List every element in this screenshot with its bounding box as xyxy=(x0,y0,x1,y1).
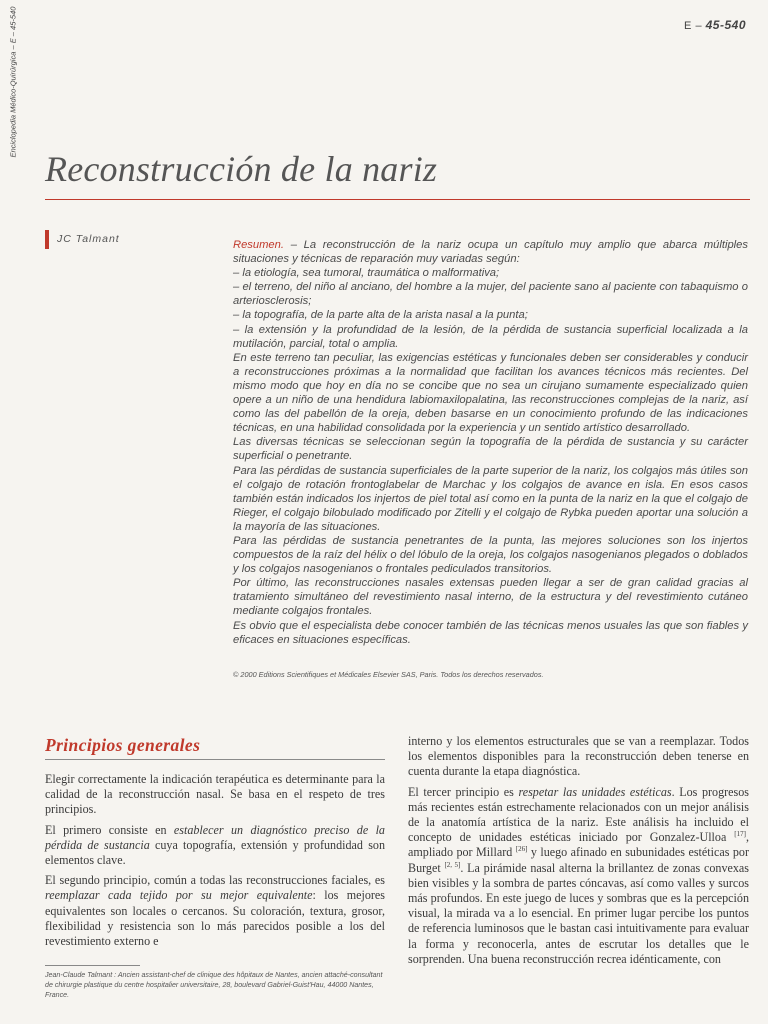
abstract-paragraph: Por último, las reconstrucciones nasales extensas pueden llegar a ser de gran calidad gracias al tratamiento simultáneo del revestimiento nasal interno, de la estructura y del revestimiento cutáneo mediante colgajos frontales. xyxy=(233,577,748,618)
author-name: JC Talmant xyxy=(57,233,120,245)
abstract-paragraph: Para las pérdidas de sustancia superficiales de la parte superior de la nariz, los colgajos más útiles son el colgajo de rotación frontoglabelar de Marchac y los colgajos de avance en isla. En esos casos también están indicados los injertos de piel total así como en la punta de la nariz en la que el colgajo de Rieger, el colgajo bilobulado modificado por Zitelli y el colgajo de Rybka pueden aportar una solución a la mayoría de las situaciones. xyxy=(233,464,748,533)
paragraph-text: cuya topografía, extensión y profundidad son elementos clave. xyxy=(45,837,386,868)
citation-ref[interactable]: [2, 5] xyxy=(444,860,461,869)
emphasis-text: establecer un diagnóstico preciso de la pérdida de sustancia xyxy=(45,822,385,852)
footnote-divider xyxy=(45,965,140,966)
left-column xyxy=(45,772,385,954)
abstract-label: Resumen. xyxy=(233,239,284,251)
paragraph-text: . La pirámide nasal alterna la brillantez de zonas convexas bien visibles y la sombra de partes cóncavas, así como valles y surcos más profundos. En este juego de luces y sombras que es la percepción visual, la mirada va a lo esencial. En primer lugar percibe los puntos de referencia luminosos que le bastan casi intuitivamente para evaluar la forma y reconocerla, antes de escrutar los detalles que le sorprenden. Una buena reconstrucción recrea idénticamente, con xyxy=(408,860,749,966)
copyright-notice: © 2000 Editions Scientifiques et Médicales Elsevier SAS, Paris. Todos los derechos reservados. xyxy=(233,670,544,679)
right-column xyxy=(408,734,749,972)
emphasis-text: respetar las unidades estéticas xyxy=(518,784,672,799)
emphasis-text: reemplazar cada tejido por su mejor equivalente xyxy=(45,888,313,903)
abstract-paragraph: Las diversas técnicas se seleccionan según la topografía de la pérdida de sustancia y su carácter superficial o penetrante. xyxy=(233,436,748,463)
abstract-intro-text: – La reconstrucción de la nariz ocupa un capítulo muy amplio que abarca múltiples situaciones y técnicas de reparación muy variadas según: xyxy=(233,239,748,266)
abstract-item: – el terreno, del niño al anciano, del hombre a la mujer, del paciente sano al paciente con tabaquismo o arteriosclerosis; xyxy=(233,281,748,308)
citation-ref[interactable]: [26] xyxy=(515,845,528,854)
abstract-paragraph: En este terreno tan peculiar, las exigencias estéticas y funcionales deben ser considerables y conducir a reconstrucciones próximas a la normalidad que facilitan los avances técnicos más recientes. Del mismo modo que hoy en día no se concibe que no sea un cirujano sumamente especializado quien opere a un niño de una hendidura labiomaxilopalatina, las reconstrucciones complejas de la nariz, así como las del pabellón de la oreja, deben basarse en un conocimiento profundo de las indicaciones técnicas, en una habilidad consolidada por la experiencia y un sentido artístico desarrollado. xyxy=(233,351,748,435)
title-divider xyxy=(45,199,750,200)
reference-number: 45-540 xyxy=(705,18,746,32)
footnote-text: : Ancien assistant-chef de clinique des hôpitaux de Nantes, ancien attaché-consultant de chirurgie plastique du centre hospitalier universitaire, 28, boulevard Gabriel-Guist'Hau, 44000 Nantes, France. xyxy=(45,971,383,999)
abstract-paragraph: Es obvio que el especialista debe conocer también de las técnicas menos usuales las que son fiables y eficaces en situaciones específicas. xyxy=(233,619,748,646)
paragraph-text: El primero consiste en xyxy=(45,822,174,837)
author-marker xyxy=(45,230,49,249)
citation-ref[interactable]: [17] xyxy=(734,830,746,839)
section-heading: Principios generales xyxy=(45,735,201,755)
body-paragraph xyxy=(45,873,385,949)
abstract-item: – la etiología, sea tumoral, traumática o malformativa; xyxy=(233,267,500,280)
abstract-item: – la topografía, de la parte alta de la arista nasal a la punta; xyxy=(233,309,528,322)
reference-code xyxy=(684,18,746,32)
section-divider xyxy=(45,759,385,760)
body-paragraph: interno y los elementos estructurales que se van a reemplazar. Todos los elementos disponibles para la reconstrucción deben tenerse en cuenta durante la etapa diagnóstica. xyxy=(408,734,749,779)
author-footnote xyxy=(45,970,385,1000)
body-paragraph xyxy=(45,823,385,869)
paragraph-text: El tercer principio es xyxy=(408,784,519,799)
footnote-author: Jean-Claude Talmant xyxy=(45,971,113,979)
journal-sidebar: Enciclopedia Médico-Quirúrgica – E – 45-540 xyxy=(8,6,18,158)
abstract-paragraph: Para las pérdidas de sustancia penetrantes de la punta, las mejores soluciones son los injertos compuestos de la raíz del hélix o del lóbulo de la oreja, los colgajos nasogenianos plegados o doblados y los colgajos nasogenianos o frontales pediculados transitorios. xyxy=(233,534,748,576)
abstract-intro xyxy=(233,238,748,266)
paragraph-text: : los mejores equivalentes son locales o cercanos. Su coloración, textura, grosor, flexibilidad y resistencia son lo más parecidos posible a los del revestimiento externo e xyxy=(45,888,385,949)
article-title: Reconstrucción de la nariz xyxy=(45,149,438,189)
paragraph-text: y luego afinado en subunidades estéticas por Burget xyxy=(408,845,749,875)
body-paragraph xyxy=(408,785,749,967)
reference-prefix: E – xyxy=(684,20,703,32)
paragraph-text: , ampliado por Millard xyxy=(408,830,749,860)
abstract xyxy=(233,238,748,647)
paragraph-text: . Los progresos más recientes están estrechamente relacionados con un mejor análisis de la anatomía artística de la nariz. Este análisis ha incluido el concepto de unidades estéticas iniciado por Gonzalez-Ulloa xyxy=(408,784,749,845)
paragraph-text: El segundo principio, común a todas las reconstrucciones faciales, es xyxy=(45,873,385,888)
body-paragraph: Elegir correctamente la indicación terapéutica es determinante para la calidad de la reconstrucción nasal. Se basa en el respeto de tres principios. xyxy=(45,772,385,817)
abstract-item: – la extensión y la profundidad de la lesión, de la pérdida de sustancia superficial localizada a la mutilación, parcial, total o amplia. xyxy=(233,323,748,350)
